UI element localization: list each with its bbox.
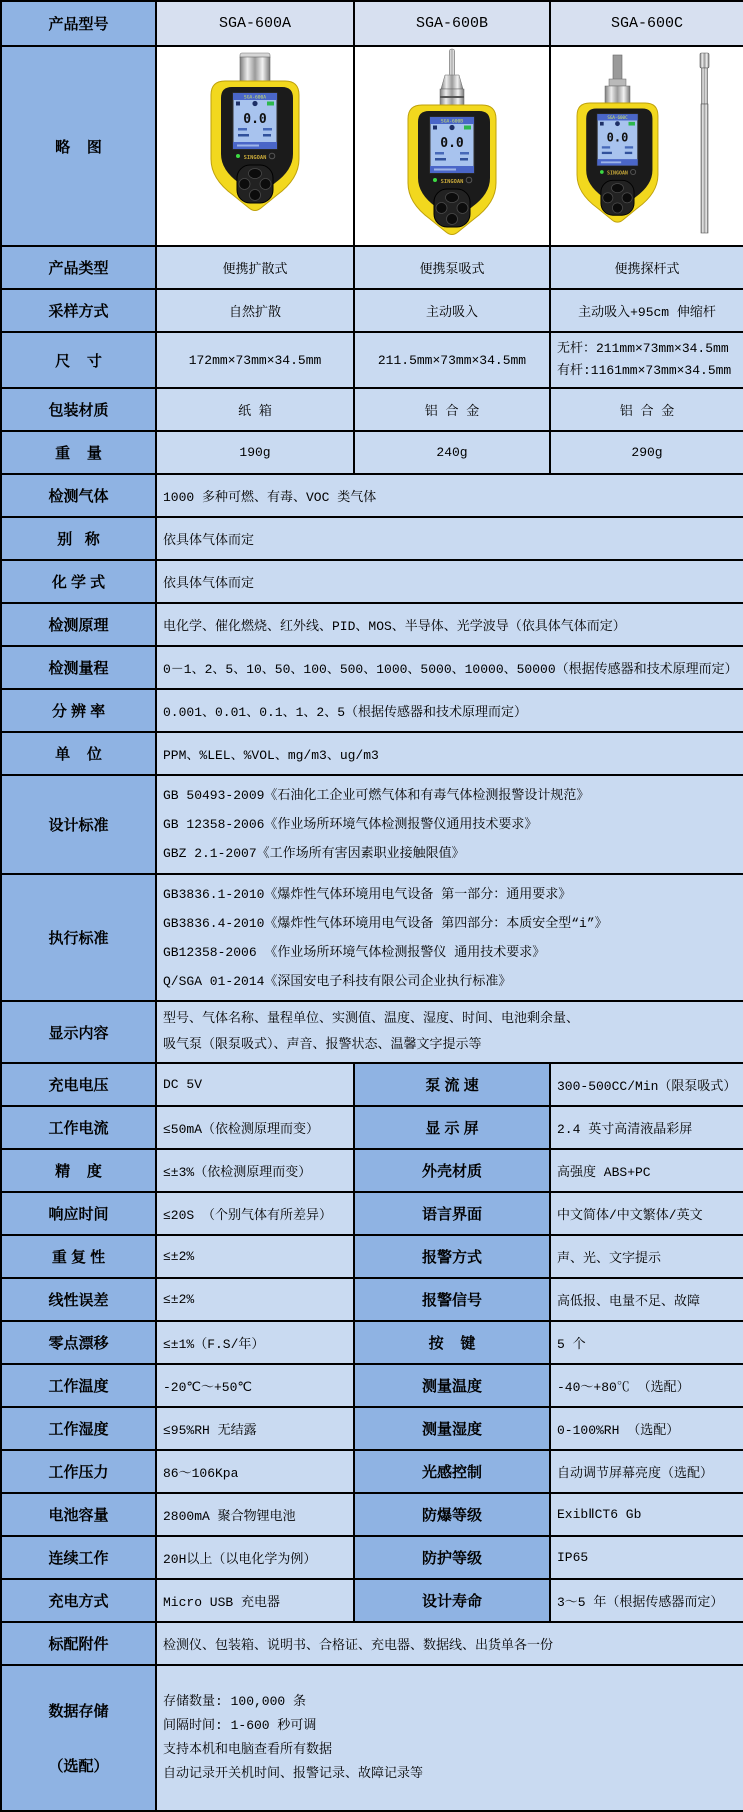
design-standard-line2: GB 12358-2006《作业场所环境气体检测报警仪通用技术要求》 — [163, 817, 538, 832]
value-shell-material: 高强度 ABS+PC — [550, 1149, 743, 1192]
row-working-humidity-measure-humidity — [1, 1407, 743, 1450]
label-pump-flow: 泵 流 速 — [354, 1063, 550, 1106]
label-measure-temperature: 测量温度 — [354, 1364, 550, 1407]
probe-rod — [613, 55, 622, 81]
value-packing-a: 纸 箱 — [156, 388, 354, 431]
row-working-current-display-screen — [1, 1106, 743, 1149]
label-explosion-proof-grade: 防爆等级 — [354, 1493, 550, 1536]
value-chemical-formula: 依具体气体而定 — [156, 560, 743, 603]
brand-text: SINGOAN — [440, 178, 464, 185]
value-packing-b: 铝 合 金 — [354, 388, 550, 431]
value-packing-c: 铝 合 金 — [550, 388, 743, 431]
row-working-temp-measure-temp — [1, 1364, 743, 1407]
screen-reading: 0.0 — [440, 136, 464, 151]
value-zero-drift: ≤±1%（F.S/年） — [156, 1321, 354, 1364]
label-battery-capacity: 电池容量 — [1, 1493, 156, 1536]
label-execution-standard: 执行标准 — [1, 874, 156, 1001]
sensor-cap — [240, 57, 270, 82]
label-keys: 按 键 — [354, 1321, 550, 1364]
data-storage-line4: 自动记录开关机时间、报警记录、故障记录等 — [163, 1766, 424, 1781]
data-storage-label-line2: （选配） — [48, 1758, 109, 1775]
value-weight-a: 190g — [156, 431, 354, 474]
value-repeatability: ≤±2% — [156, 1235, 354, 1278]
value-alarm-mode: 声、光、文字提示 — [550, 1235, 743, 1278]
model-a-cell: SGA-600A — [156, 1, 354, 46]
sketch-cell-c — [550, 46, 743, 246]
label-zero-drift: 零点漂移 — [1, 1321, 156, 1364]
row-chemical-formula — [1, 560, 743, 603]
value-dimensions-c — [550, 332, 743, 388]
row-battery-explosion-proof — [1, 1493, 743, 1536]
row-weight — [1, 431, 743, 474]
row-detection-range — [1, 646, 743, 689]
label-display-content: 显示内容 — [1, 1001, 156, 1063]
value-dimensions-a: 172mm×73mm×34.5mm — [156, 332, 354, 388]
row-alias — [1, 517, 743, 560]
row-repeatability-alarm-mode — [1, 1235, 743, 1278]
label-alarm-mode: 报警方式 — [354, 1235, 550, 1278]
value-execution-standard — [156, 874, 743, 1001]
label-charging-voltage: 充电电压 — [1, 1063, 156, 1106]
value-sampling-b: 主动吸入 — [354, 289, 550, 332]
screen-reading: 0.0 — [243, 112, 267, 127]
row-product-model — [1, 1, 743, 46]
value-product-type-c: 便携探杆式 — [550, 246, 743, 289]
screen-model-text: SGA-600B — [440, 119, 464, 125]
row-sketch — [1, 46, 743, 246]
value-working-current: ≤50mA（依检测原理而变） — [156, 1106, 354, 1149]
value-protection-grade: IP65 — [550, 1536, 743, 1579]
row-display-content — [1, 1001, 743, 1063]
value-working-pressure: 86～106Kpa — [156, 1450, 354, 1493]
row-sampling-method — [1, 289, 743, 332]
label-sampling-method: 采样方式 — [1, 289, 156, 332]
label-detection-principle: 检测原理 — [1, 603, 156, 646]
row-charging-voltage-pump-flow — [1, 1063, 743, 1106]
device-a-image — [159, 47, 351, 241]
label-design-standard: 设计标准 — [1, 775, 156, 874]
value-response-time: ≤20S （个别气体有所差异） — [156, 1192, 354, 1235]
label-detected-gas: 检测气体 — [1, 474, 156, 517]
label-design-life: 设计寿命 — [354, 1579, 550, 1622]
label-unit: 单 位 — [1, 732, 156, 775]
label-resolution: 分 辨 率 — [1, 689, 156, 732]
value-detection-range: 0－1、2、5、10、50、100、500、1000、5000、10000、50000（根据传感器和技术原理而定） — [156, 646, 743, 689]
display-content-line2: 吸气泵（限泵吸式）、声音、报警状态、温馨文字提示等 — [163, 1037, 482, 1052]
data-storage-label-line1: 数据存储 — [48, 1703, 109, 1720]
value-explosion-proof-grade: ExibⅡCT6 Gb — [550, 1493, 743, 1536]
device-c-image — [551, 47, 743, 241]
label-accuracy: 精 度 — [1, 1149, 156, 1192]
value-charging-voltage: DC 5V — [156, 1063, 354, 1106]
value-battery-capacity: 2800mA 聚合物锂电池 — [156, 1493, 354, 1536]
value-measure-temperature: -40～+80℃ （选配） — [550, 1364, 743, 1407]
execution-standard-line4: Q/SGA 01-2014《深国安电子科技有限公司企业执行标准》 — [163, 973, 512, 989]
value-charging-method: Micro USB 充电器 — [156, 1579, 354, 1622]
execution-standard-line1: GB3836.1-2010《爆炸性气体环境用电气设备 第一部分：通用要求》 — [163, 886, 572, 902]
value-working-humidity: ≤95%RH 无结露 — [156, 1407, 354, 1450]
telescopic-rod — [700, 53, 709, 233]
label-linearity-error: 线性误差 — [1, 1278, 156, 1321]
label-protection-grade: 防护等级 — [354, 1536, 550, 1579]
value-accuracy: ≤±3%（依检测原理而变） — [156, 1149, 354, 1192]
label-alias: 别 称 — [1, 517, 156, 560]
value-resolution: 0.001、0.01、0.1、1、2、5（根据传感器和技术原理而定） — [156, 689, 743, 732]
design-standard-line3: GBZ 2.1-2007《工作场所有害因素职业接触限值》 — [163, 846, 465, 861]
row-working-pressure-light-control — [1, 1450, 743, 1493]
label-dimensions: 尺 寸 — [1, 332, 156, 388]
label-light-control: 光感控制 — [354, 1450, 550, 1493]
label-weight: 重 量 — [1, 431, 156, 474]
value-data-storage — [156, 1665, 743, 1811]
probe-cone — [441, 75, 463, 89]
screen-model-text: SGA-600A — [243, 95, 267, 101]
value-language: 中文简体/中文繁体/英文 — [550, 1192, 743, 1235]
value-continuous-work: 20H以上（以电化学为例） — [156, 1536, 354, 1579]
model-b-cell: SGA-600B — [354, 1, 550, 46]
row-execution-standard — [1, 874, 743, 1001]
value-detection-principle: 电化学、催化燃烧、红外线、PID、MOS、半导体、光学波导（依具体气体而定） — [156, 603, 743, 646]
label-working-temperature: 工作温度 — [1, 1364, 156, 1407]
value-display-content — [156, 1001, 743, 1063]
row-data-storage — [1, 1665, 743, 1811]
row-zero-drift-keys — [1, 1321, 743, 1364]
row-linearity-alarm-signal — [1, 1278, 743, 1321]
value-pump-flow: 300-500CC/Min（限泵吸式） — [550, 1063, 743, 1106]
row-accuracy-shell-material — [1, 1149, 743, 1192]
value-product-type-a: 便携扩散式 — [156, 246, 354, 289]
label-charging-method: 充电方式 — [1, 1579, 156, 1622]
device-b-image — [356, 47, 548, 241]
row-accessories — [1, 1622, 743, 1665]
value-weight-b: 240g — [354, 431, 550, 474]
value-sampling-a: 自然扩散 — [156, 289, 354, 332]
label-shell-material: 外壳材质 — [354, 1149, 550, 1192]
brand-text: SINGOAN — [607, 170, 628, 177]
value-display-screen: 2.4 英寸高清液晶彩屏 — [550, 1106, 743, 1149]
value-dimensions-b: 211.5mm×73mm×34.5mm — [354, 332, 550, 388]
row-dimensions — [1, 332, 743, 388]
label-detection-range: 检测量程 — [1, 646, 156, 689]
sketch-cell-b — [354, 46, 550, 246]
value-accessories: 检测仪、包装箱、说明书、合格证、充电器、数据线、出货单各一份 — [156, 1622, 743, 1665]
sketch-cell-a — [156, 46, 354, 246]
value-alarm-signal: 高低报、电量不足、故障 — [550, 1278, 743, 1321]
row-packing-material — [1, 388, 743, 431]
value-detected-gas: 1000 多种可燃、有毒、VOC 类气体 — [156, 474, 743, 517]
label-chemical-formula: 化 学 式 — [1, 560, 156, 603]
display-content-line1: 型号、气体名称、量程单位、实测值、温度、湿度、时间、电池剩余量、 — [163, 1011, 580, 1026]
screen-reading: 0.0 — [606, 130, 629, 145]
label-product-type: 产品类型 — [1, 246, 156, 289]
row-charging-method-design-life — [1, 1579, 743, 1622]
label-language: 语言界面 — [354, 1192, 550, 1235]
data-storage-line2: 间隔时间: 1-600 秒可调 — [163, 1718, 317, 1733]
value-weight-c: 290g — [550, 431, 743, 474]
model-c-cell: SGA-600C — [550, 1, 743, 46]
row-resolution — [1, 689, 743, 732]
brand-text: SINGOAN — [243, 154, 267, 161]
value-sampling-c: 主动吸入+95cm 伸缩杆 — [550, 289, 743, 332]
data-storage-line1: 存储数量: 100,000 条 — [163, 1694, 307, 1709]
label-working-current: 工作电流 — [1, 1106, 156, 1149]
value-design-standard — [156, 775, 743, 874]
label-working-pressure: 工作压力 — [1, 1450, 156, 1493]
probe-collar — [605, 86, 630, 103]
label-packing-material: 包装材质 — [1, 388, 156, 431]
data-storage-line3: 支持本机和电脑查看所有数据 — [163, 1742, 333, 1757]
value-measure-humidity: 0-100%RH （选配） — [550, 1407, 743, 1450]
value-light-control: 自动调节屏幕亮度（选配） — [550, 1450, 743, 1493]
label-alarm-signal: 报警信号 — [354, 1278, 550, 1321]
row-design-standard — [1, 775, 743, 874]
row-detected-gas — [1, 474, 743, 517]
label-continuous-work: 连续工作 — [1, 1536, 156, 1579]
value-design-life: 3～5 年（根据传感器而定） — [550, 1579, 743, 1622]
value-product-type-b: 便携泵吸式 — [354, 246, 550, 289]
label-response-time: 响应时间 — [1, 1192, 156, 1235]
sketch-label: 略 图 — [1, 46, 156, 246]
dimensions-c-line2: 有杆:1161mm×73mm×34.5mm — [557, 363, 732, 378]
row-product-type — [1, 246, 743, 289]
row-response-time-language — [1, 1192, 743, 1235]
label-measure-humidity: 测量湿度 — [354, 1407, 550, 1450]
product-model-label: 产品型号 — [1, 1, 156, 46]
dimensions-c-line1: 无杆：211mm×73mm×34.5mm — [557, 341, 729, 356]
row-unit — [1, 732, 743, 775]
label-repeatability: 重 复 性 — [1, 1235, 156, 1278]
execution-standard-line2: GB3836.4-2010《爆炸性气体环境用电气设备 第四部分：本质安全型“i”》 — [163, 915, 608, 931]
row-detection-principle — [1, 603, 743, 646]
label-working-humidity: 工作湿度 — [1, 1407, 156, 1450]
design-standard-line1: GB 50493-2009《石油化工企业可燃气体和有毒气体检测报警设计规范》 — [163, 788, 590, 803]
probe-rod — [450, 49, 455, 76]
label-data-storage — [1, 1665, 156, 1811]
label-accessories: 标配附件 — [1, 1622, 156, 1665]
value-alias: 依具体气体而定 — [156, 517, 743, 560]
value-linearity-error: ≤±2% — [156, 1278, 354, 1321]
label-display-screen: 显 示 屏 — [354, 1106, 550, 1149]
screen-model-text: SGA-600C — [607, 115, 628, 121]
execution-standard-line3: GB12358-2006 《作业场所环境气体检测报警仪 通用技术要求》 — [163, 944, 546, 960]
value-working-temperature: -20℃～+50℃ — [156, 1364, 354, 1407]
value-unit: PPM、%LEL、%VOL、mg/m3、ug/m3 — [156, 732, 743, 775]
row-continuous-work-protection-grade — [1, 1536, 743, 1579]
value-keys: 5 个 — [550, 1321, 743, 1364]
